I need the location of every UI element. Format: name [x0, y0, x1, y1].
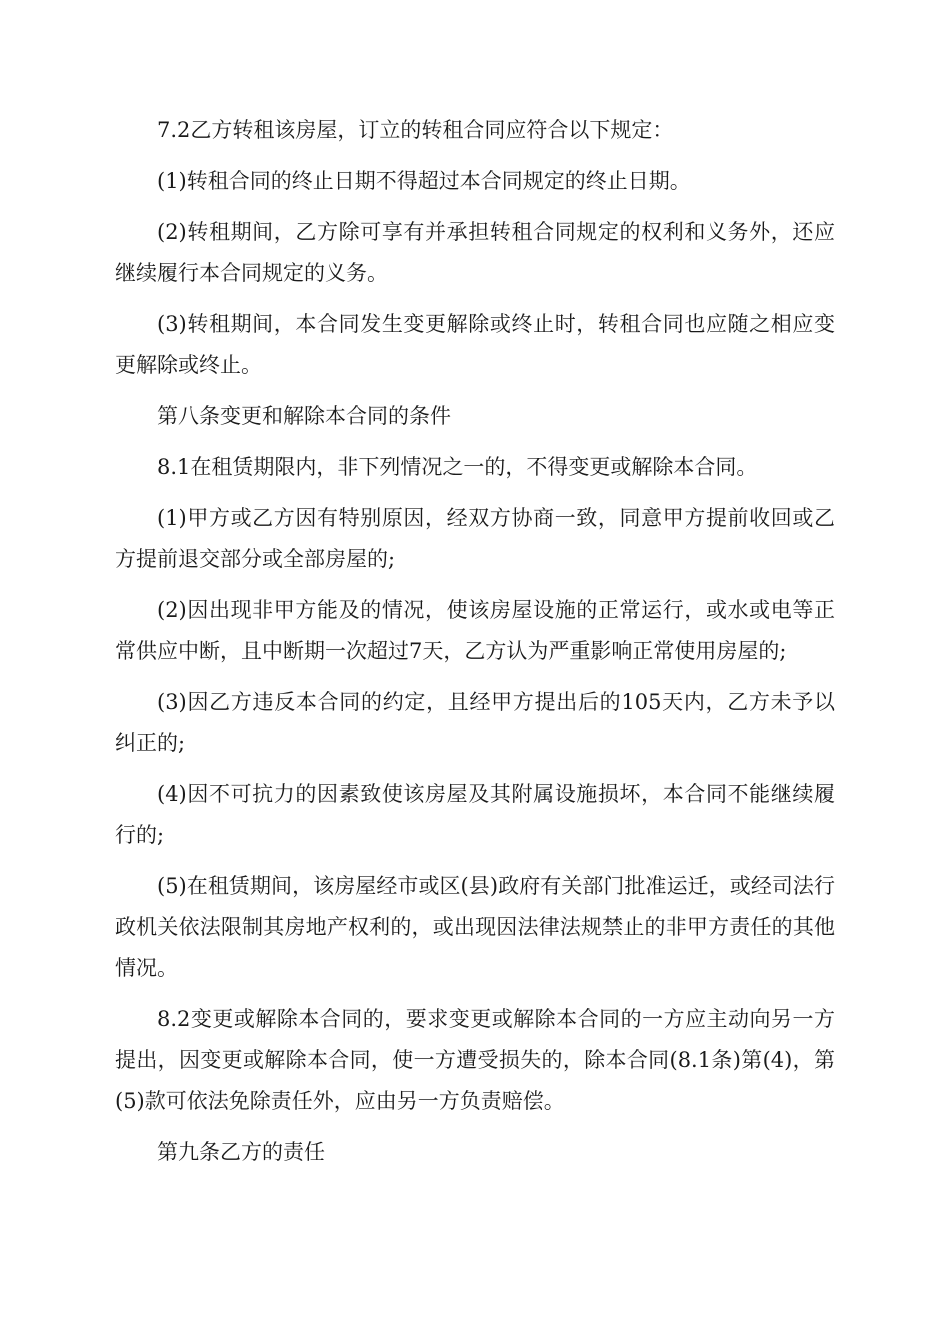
- document-body: [115, 110, 835, 1183]
- clause-7-2: 7.2乙方转租该房屋，订立的转租合同应符合以下规定：: [157, 118, 674, 142]
- clause-8-1-item-2: (2)因出现非甲方能及的情况，使该房屋设施的正常运行，或水或电等正常供应中断，且中断期一次超过7天，乙方认为严重影响正常使用房屋的;: [115, 598, 835, 663]
- clause-8-1: 8.1在租赁期限内，非下列情况之一的，不得变更或解除本合同。: [157, 455, 758, 479]
- article-9-heading: 第九条乙方的责任: [157, 1140, 325, 1164]
- clause-7-2-item-2: (2)转租期间，乙方除可享有并承担转租合同规定的权利和义务外，还应继续履行本合同规定的义务。: [115, 220, 835, 285]
- clause-7-2-item-1: (1)转租合同的终止日期不得超过本合同规定的终止日期。: [157, 169, 691, 193]
- clause-8-1-item-3: (3)因乙方违反本合同的约定，且经甲方提出后的105天内，乙方未予以纠正的;: [115, 690, 835, 755]
- clause-8-1-item-5: (5)在租赁期间，该房屋经市或区(县)政府有关部门批准运迁，或经司法行政机关依法限制其房地产权利的，或出现因法律法规禁止的非甲方责任的其他情况。: [115, 874, 835, 980]
- clause-8-1-item-4: (4)因不可抗力的因素致使该房屋及其附属设施损坏，本合同不能继续履行的;: [115, 782, 835, 847]
- clause-8-1-item-1: (1)甲方或乙方因有特别原因，经双方协商一致，同意甲方提前收回或乙方提前退交部分或全部房屋的;: [115, 506, 835, 571]
- article-8-heading: 第八条变更和解除本合同的条件: [157, 404, 451, 428]
- clause-7-2-item-3: (3)转租期间，本合同发生变更解除或终止时，转租合同也应随之相应变更解除或终止。: [115, 312, 835, 377]
- clause-8-2: 8.2变更或解除本合同的，要求变更或解除本合同的一方应主动向另一方提出，因变更或解除本合同，使一方遭受损失的，除本合同(8.1条)第(4)，第(5)款可依法免除责任外，应由另一方负责赔偿。: [115, 1007, 835, 1113]
